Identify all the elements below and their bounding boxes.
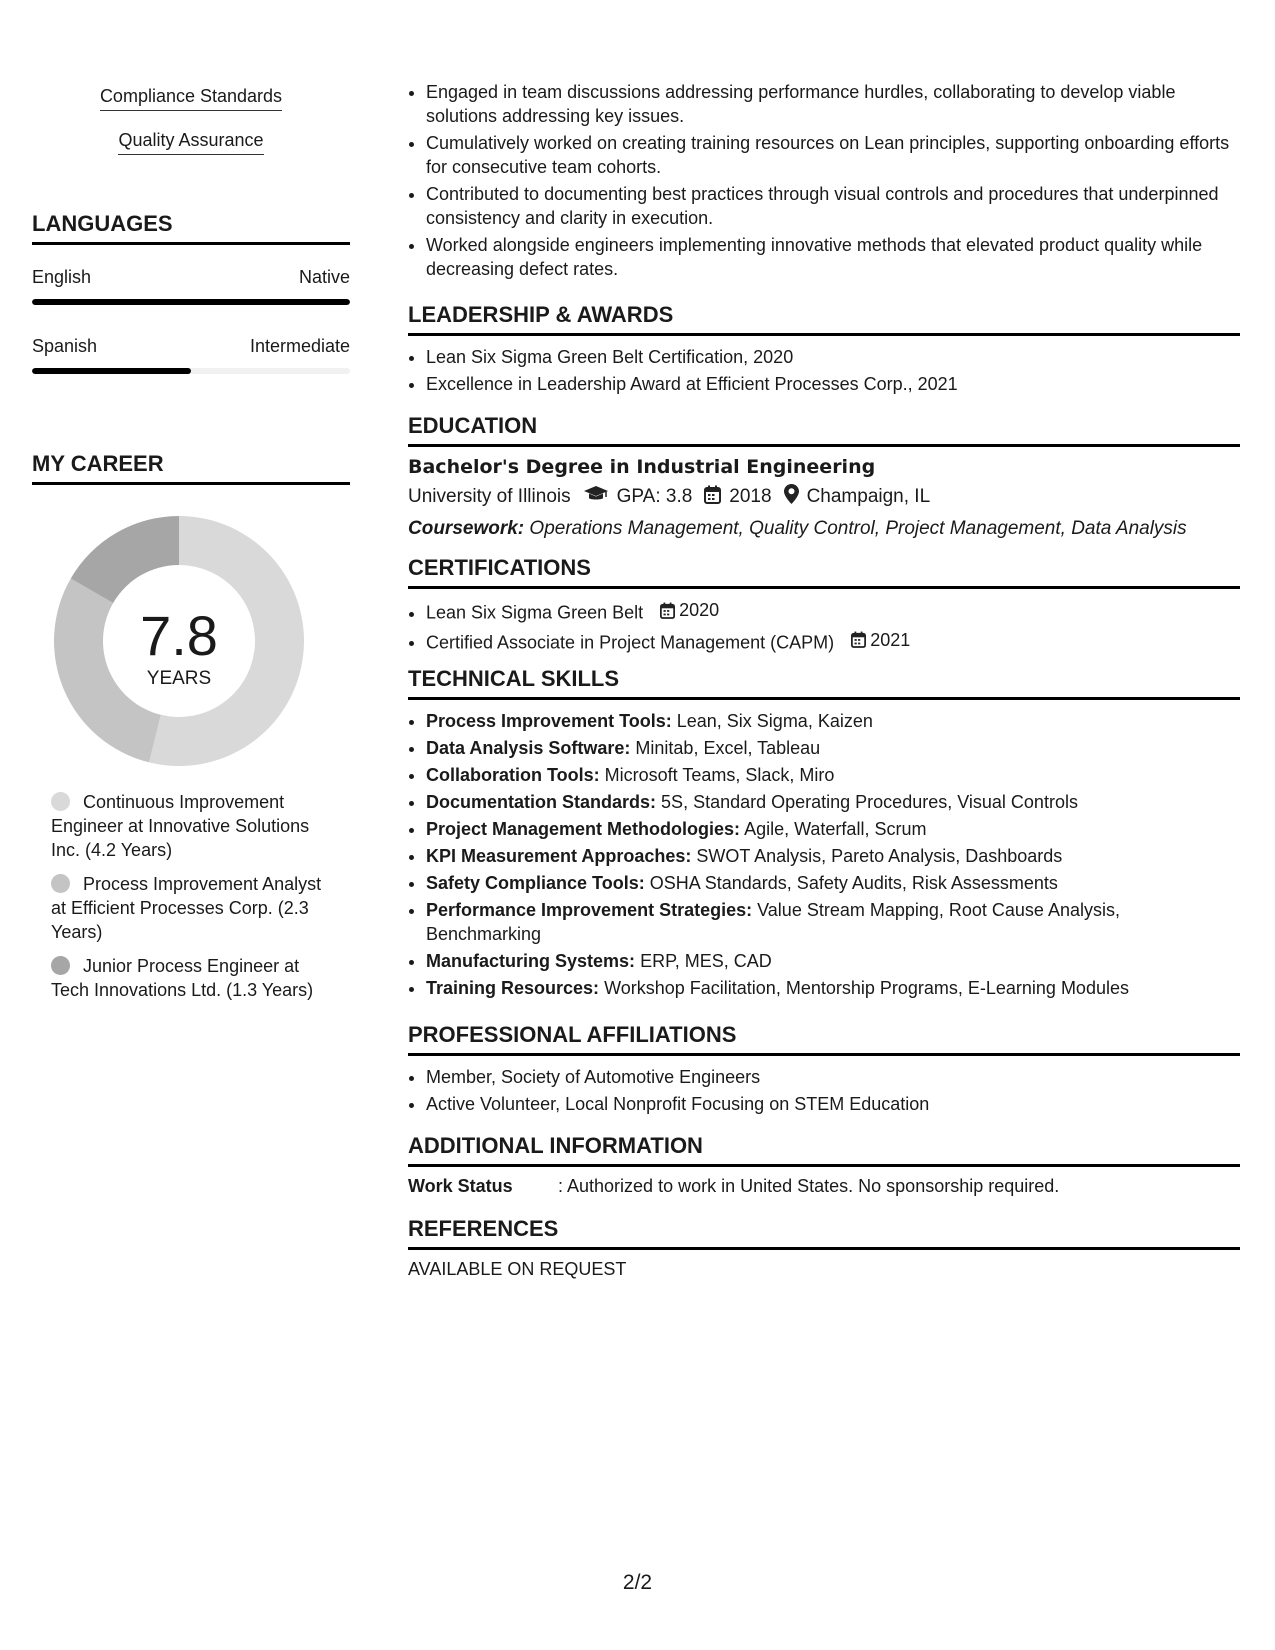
section-heading: TECHNICAL SKILLS — [408, 666, 1240, 700]
leadership-section — [408, 302, 1240, 399]
list-item — [426, 871, 1240, 895]
calendar-icon — [704, 485, 721, 510]
legend-swatch — [51, 956, 70, 975]
legend-item — [51, 790, 341, 862]
location-pin-icon — [784, 484, 799, 510]
skill-tag: Compliance Standards — [100, 86, 282, 111]
career-years-label: YEARS — [146, 668, 212, 689]
list-item — [426, 736, 1240, 760]
graduation-cap-icon — [583, 485, 609, 509]
graduation-year: 2018 — [729, 486, 772, 507]
list-item: • Cumulatively worked on creating training resources on Lean principles, supporting onboarding efforts for consecutive team cohorts. — [426, 131, 1240, 179]
list-item — [426, 976, 1240, 1000]
affiliations-list — [408, 1065, 1240, 1116]
skill-values: SWOT Analysis, Pareto Analysis, Dashboards — [696, 846, 1063, 866]
language-level: Native — [298, 267, 350, 287]
section-heading: REFERENCES — [408, 1216, 1240, 1250]
education-section — [408, 413, 1240, 540]
skill-values: 5S, Standard Operating Procedures, Visual Controls — [661, 792, 1078, 812]
technical-skills-list — [408, 709, 1240, 1000]
work-status-row — [408, 1176, 1240, 1197]
legend-label: Continuous Improvement Engineer at Innovative Solutions Inc. (4.2 Years) — [51, 792, 310, 860]
list-item — [426, 844, 1240, 868]
list-item — [426, 709, 1240, 733]
legend-swatch — [51, 874, 70, 893]
language-bar — [32, 368, 350, 374]
certification-year: 2020 — [679, 600, 720, 620]
work-status-label: Work Status — [408, 1176, 513, 1196]
additional-info-section — [408, 1133, 1240, 1197]
list-item — [426, 628, 1240, 655]
section-heading: CERTIFICATIONS — [408, 555, 1240, 589]
education-location: Champaign, IL — [806, 486, 931, 507]
coursework-list: Operations Management, Quality Control, Project Management, Data Analysis — [529, 518, 1187, 539]
legend-item — [51, 872, 341, 944]
legend-swatch — [51, 792, 70, 811]
list-item: • Engaged in team discussions addressing performance hurdles, collaborating to develop viable solutions addressing key issues. — [426, 80, 1240, 128]
skill-values: Microsoft Teams, Slack, Miro — [604, 765, 835, 785]
section-heading: LEADERSHIP & AWARDS — [408, 302, 1240, 336]
skill-category: Project Management Methodologies: — [426, 819, 741, 839]
career-total — [54, 516, 304, 766]
skill-tag: Quality Assurance — [118, 130, 263, 155]
certification-year: 2021 — [870, 629, 911, 650]
skill-category: Documentation Standards: — [426, 792, 657, 812]
references-text: AVAILABLE ON REQUEST — [408, 1259, 627, 1279]
languages-heading: LANGUAGES — [32, 211, 350, 245]
section-heading: ADDITIONAL INFORMATION — [408, 1133, 1240, 1167]
skill-values: OSHA Standards, Safety Audits, Risk Assessments — [649, 873, 1058, 893]
list-item: • Lean Six Sigma Green Belt Certification, 2020 — [426, 345, 1240, 369]
legend-label: Process Improvement Analyst at Efficient Processes Corp. (2.3 Years) — [51, 874, 322, 942]
list-item: • Excellence in Leadership Award at Efficient Processes Corp., 2021 — [426, 372, 1240, 396]
certification-name: Lean Six Sigma Green Belt — [426, 602, 644, 623]
coursework — [408, 518, 1240, 540]
language-level: Intermediate — [249, 336, 350, 356]
list-item — [426, 817, 1240, 841]
page-number: 2/2 — [622, 1571, 653, 1594]
skill-values: ERP, MES, CAD — [640, 951, 772, 971]
section-heading: EDUCATION — [408, 413, 1240, 447]
list-item — [426, 598, 1240, 625]
skill-category: Data Analysis Software: — [426, 738, 631, 758]
school-name: University of Illinois — [408, 486, 571, 507]
skill-values: Minitab, Excel, Tableau — [635, 738, 821, 758]
list-item — [426, 790, 1240, 814]
legend-item — [51, 954, 341, 1002]
certification-name: Certified Associate in Project Management (CAPM) — [426, 632, 835, 652]
leadership-list — [408, 345, 1240, 396]
career-heading: MY CAREER — [32, 451, 350, 485]
language-row — [32, 336, 350, 357]
skill-category: Process Improvement Tools: — [426, 711, 672, 731]
certifications-list — [408, 598, 1240, 654]
skill-values: Agile, Waterfall, Scrum — [744, 819, 927, 839]
skill-category: Safety Compliance Tools: — [426, 873, 645, 893]
calendar-icon — [660, 602, 675, 619]
language-row — [32, 267, 350, 288]
list-item — [426, 949, 1240, 973]
degree-title: Bachelor's Degree in Industrial Engineering — [408, 456, 876, 478]
affiliations-section — [408, 1022, 1240, 1119]
skill-category: Manufacturing Systems: — [426, 951, 636, 971]
skill-category: Performance Improvement Strategies: — [426, 900, 753, 920]
calendar-icon — [851, 631, 866, 648]
career-legend — [51, 790, 341, 1012]
language-name: English — [32, 267, 92, 287]
experience-section — [408, 80, 1240, 284]
list-item: • Worked alongside engineers implementing innovative methods that elevated product quality while decreasing defect rates. — [426, 233, 1240, 281]
skill-values: Workshop Facilitation, Mentorship Programs, E-Learning Modules — [604, 978, 1129, 998]
references-section — [408, 1216, 1240, 1280]
gpa: GPA: 3.8 — [616, 486, 693, 507]
skill-category: Collaboration Tools: — [426, 765, 600, 785]
career-years-value: 7.8 — [140, 604, 218, 667]
skill-tags — [32, 86, 350, 174]
legend-label: Junior Process Engineer at Tech Innovations Ltd. (1.3 Years) — [51, 956, 314, 1000]
language-bar-fill — [32, 299, 350, 305]
technical-skills-section — [408, 666, 1240, 1003]
list-item: • Contributed to documenting best practices through visual controls and procedures that underpinned consistency and clarity in execution. — [426, 182, 1240, 230]
certifications-section — [408, 555, 1240, 657]
skill-category: Training Resources: — [426, 978, 600, 998]
section-heading: PROFESSIONAL AFFILIATIONS — [408, 1022, 1240, 1056]
list-item — [426, 898, 1240, 946]
language-bar — [32, 299, 350, 305]
language-name: Spanish — [32, 336, 98, 356]
language-bar-fill — [32, 368, 191, 374]
list-item: • Member, Society of Automotive Engineers — [426, 1065, 1240, 1089]
skill-values: Value Stream Mapping, Root Cause Analysis, Benchmarking — [426, 900, 1120, 944]
list-item: • Active Volunteer, Local Nonprofit Focusing on STEM Education — [426, 1092, 1240, 1116]
experience-bullets — [408, 80, 1240, 281]
education-meta — [408, 484, 1240, 510]
skill-category: KPI Measurement Approaches: — [426, 846, 692, 866]
work-status-value: : Authorized to work in United States. No sponsorship required. — [558, 1176, 1060, 1196]
skill-values: Lean, Six Sigma, Kaizen — [676, 711, 873, 731]
list-item — [426, 763, 1240, 787]
coursework-label: Coursework: — [408, 518, 525, 539]
